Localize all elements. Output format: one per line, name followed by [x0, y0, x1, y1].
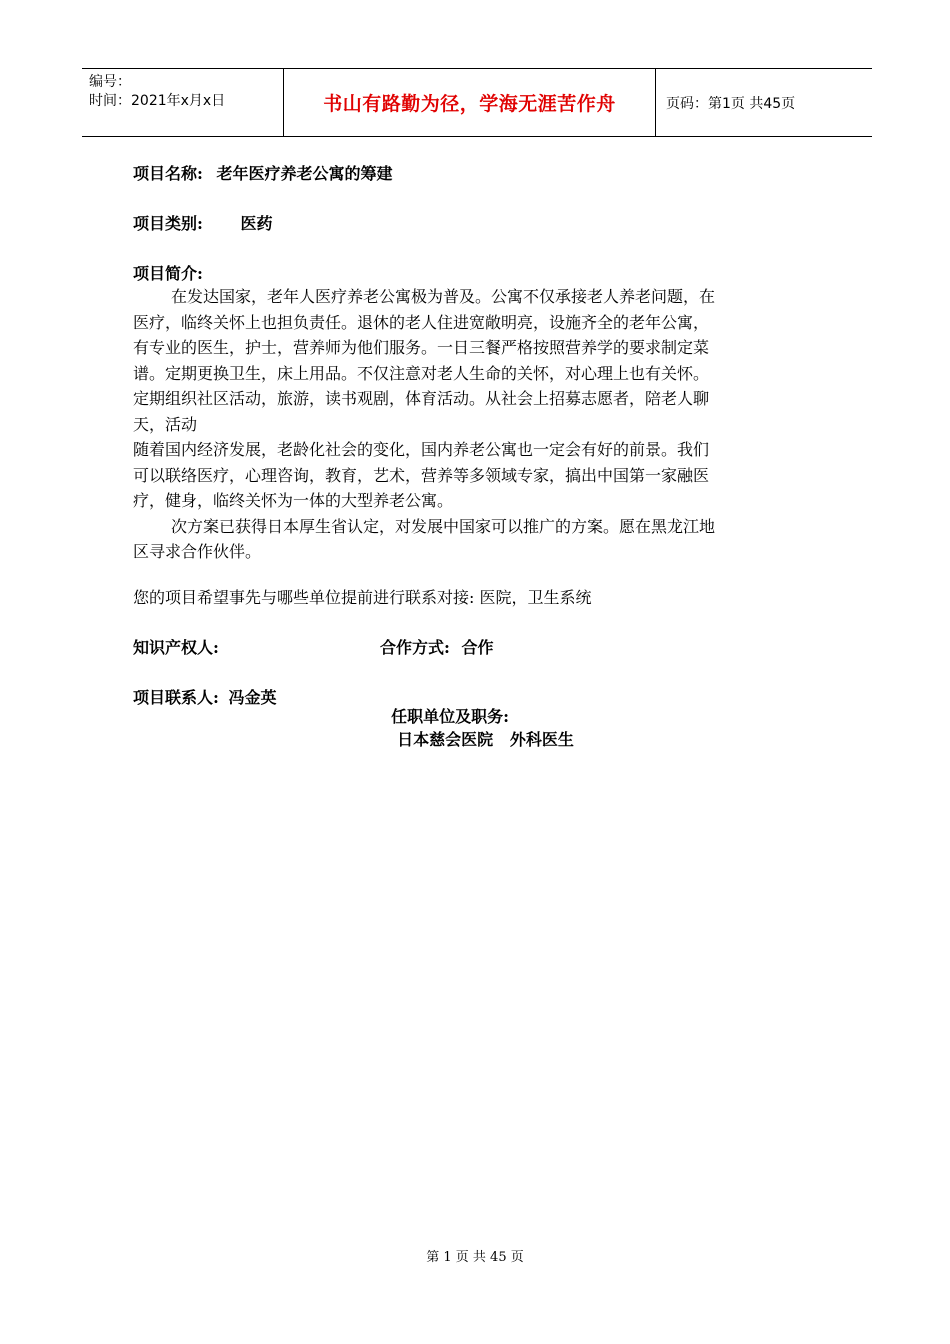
- project-category-label: 项目类别:: [133, 214, 203, 233]
- project-name-label: 项目名称:: [133, 164, 203, 183]
- contact-person-label: 项目联系人:: [133, 688, 219, 707]
- project-intro-label: 项目简介:: [133, 264, 203, 283]
- project-name-row: [133, 161, 393, 184]
- intro-line: 疗，健身，临终关怀为一体的大型养老公寓。: [133, 491, 454, 510]
- intro-line: 定期组织社区活动，旅游，读书观剧，体育活动。从社会上招募志愿者，陪老人聊: [133, 389, 710, 408]
- position-row: [380, 685, 574, 750]
- page-footer: 第 1 页 共 45 页: [426, 1250, 524, 1265]
- header-meta-cell: [82, 69, 284, 136]
- header-motto: 书山有路勤为径，学海无涯苦作舟: [284, 69, 656, 136]
- position-value: 日本慈会医院 外科医生: [397, 730, 574, 749]
- position-label: 任职单位及职务:: [391, 707, 510, 726]
- project-category-value: 医药: [240, 214, 273, 233]
- number-label: 编号：: [89, 74, 131, 90]
- ip-owner-label: 知识产权人:: [133, 638, 219, 657]
- intro-line: 可以联络医疗，心理咨询，教育，艺术，营养等多领域专家，搞出中国第一家融医: [133, 465, 710, 485]
- contact-question: 您的项目希望事先与哪些单位提前进行联系对接: 医院，卫生系统: [133, 588, 592, 607]
- intro-line: 天，活动: [133, 414, 198, 434]
- contact-person-value: 冯金英: [228, 688, 277, 707]
- intro-line: 有专业的医生，护士，营养师为他们服务。一日三餐严格按照营养学的要求制定菜: [133, 338, 710, 357]
- cooperation-label: 合作方式:: [380, 638, 450, 657]
- intro-line: 谱。定期更换卫生，床上用品。不仅注意对老人生命的关怀，对心理上也有关怀。: [133, 363, 710, 383]
- time-label: 时间：2021年x月x日: [89, 93, 226, 109]
- header-page-label: 页码：第1页 共45页: [666, 95, 796, 112]
- intro-line: 在发达国家，老年人医疗养老公寓极为普及。公寓不仅承接老人养老问题，在: [171, 287, 716, 306]
- intro-line: 区寻求合作伙伴。: [133, 542, 262, 561]
- project-name-value: 老年医疗养老公寓的筹建: [216, 164, 393, 183]
- document-header: [82, 68, 872, 137]
- intro-line: 医疗，临终关怀上也担负责任。退休的老人住进宽敞明亮，设施齐全的老年公寓，: [133, 312, 710, 332]
- intro-line: 次方案已获得日本厚生省认定，对发展中国家可以推广的方案。愿在黑龙江地: [171, 516, 716, 536]
- cooperation-value: 合作: [461, 638, 494, 657]
- intro-line: 随着国内经济发展，老龄化社会的变化，国内养老公寓也一定会有好的前景。我们: [133, 440, 710, 459]
- contact-person-row: [133, 685, 277, 708]
- cooperation-row: [380, 635, 494, 658]
- project-intro-body: [133, 284, 833, 565]
- project-category-row: [133, 211, 273, 234]
